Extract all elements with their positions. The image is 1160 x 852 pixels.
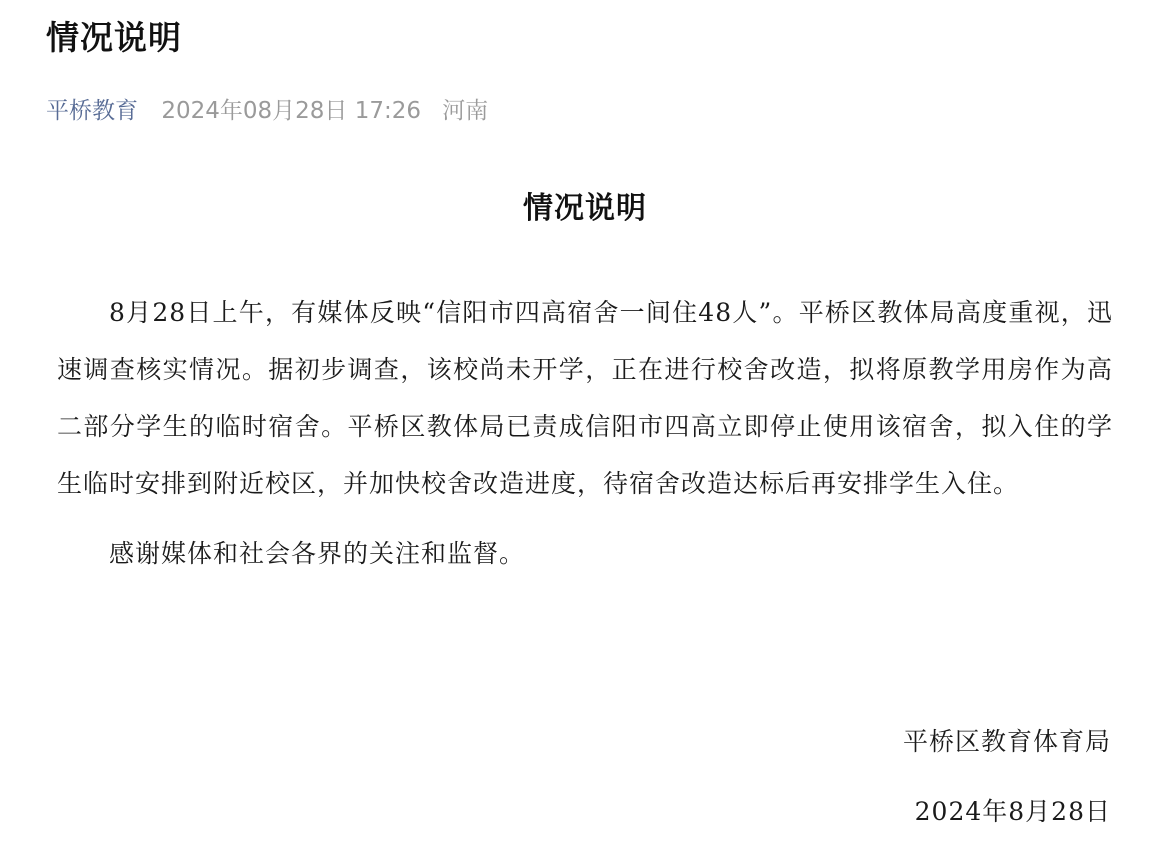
article-meta — [46, 96, 1126, 126]
signature-organization: 平桥区教育体育局 — [902, 727, 1111, 756]
article-body — [57, 186, 1113, 582]
signature-date: 2024年8月28日 — [914, 797, 1111, 826]
publish-location: 河南 — [442, 98, 489, 124]
notice-paragraph: 感谢媒体和社会各界的关注和监督。 — [109, 539, 526, 568]
publish-time: 2024年08月28日 17:26 — [161, 98, 421, 124]
article-title: 情况说明 — [46, 18, 182, 57]
article-header — [46, 16, 1126, 126]
account-name-link[interactable]: 平桥教育 — [46, 98, 138, 124]
notice-heading: 情况说明 — [523, 191, 647, 226]
notice-paragraph: 8月28日上午，有媒体反映“信阳市四高宿舍一间住48人”。平桥区教体局高度重视，迅速调查核实情况。据初步调查，该校尚未开学，正在进行校舍改造，拟将原教学用房作为高二部分学生的临时宿舍。平桥区教体局已责成信阳市四高立即停止使用该宿舍，拟入住的学生临时安排到附近校区，并加快校舍改造进度，待宿舍改造达标后再安排学生入住。 — [57, 298, 1113, 498]
